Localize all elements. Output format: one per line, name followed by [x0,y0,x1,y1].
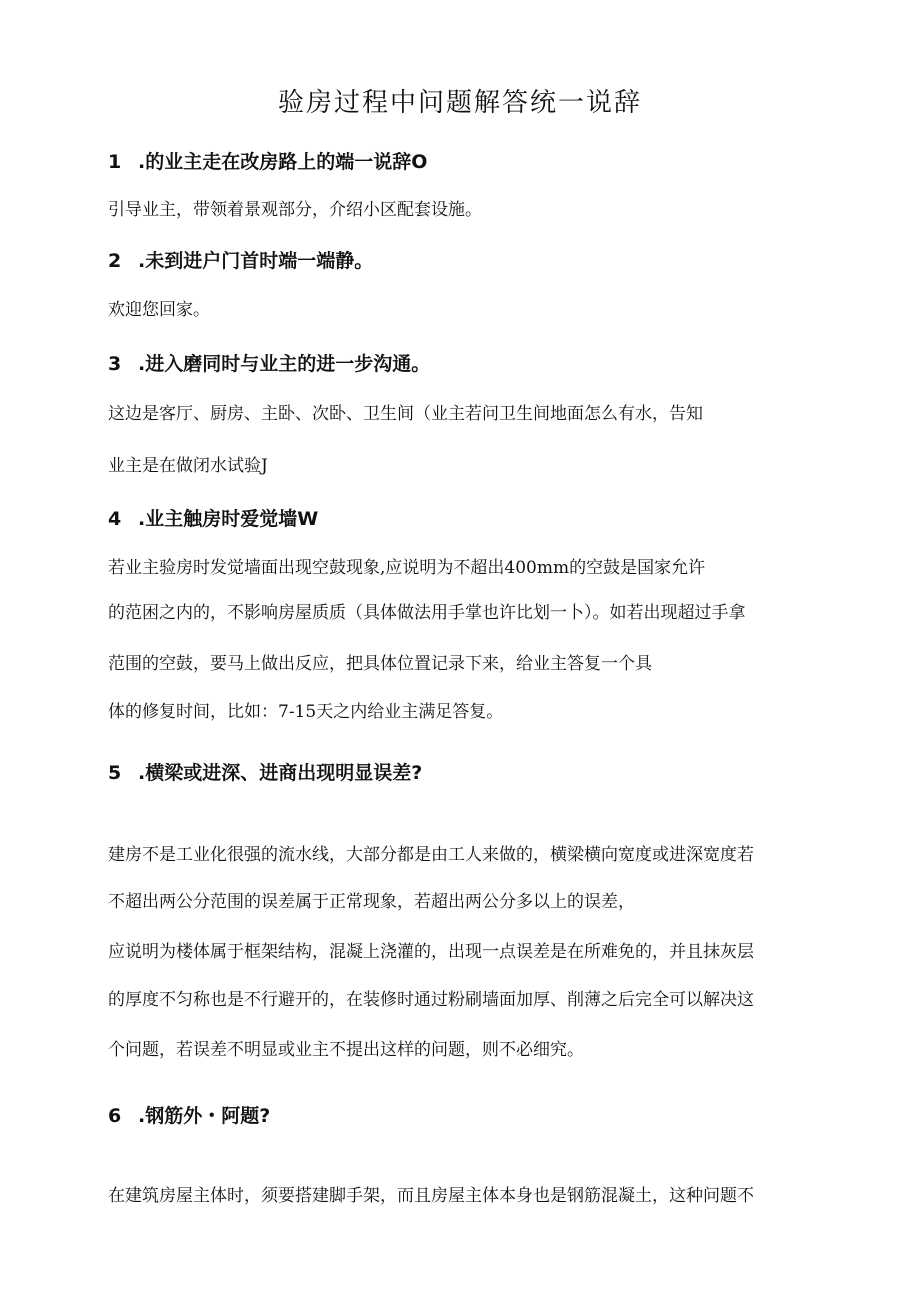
section-heading-3 [108,351,430,377]
section-5-line-1: 建房不是工业化很强的流水线，大部分都是由工人来做的，横梁横向宽度或进深宽度若 [108,845,754,865]
section-number: 1 [108,151,122,173]
section-heading-6 [108,1103,270,1129]
section-2-line-1: 欢迎您回家。 [108,300,210,320]
section-heading-text: .钢筋外・阿题? [138,1105,271,1127]
section-4-line-1: 若业主验房时发觉墙面出现空鼓现象,应说明为不超出400mm的空鼓是国家允许 [108,558,706,578]
section-5-line-2: 不超出两公分范围的误差属于正常现象，若超出两公分多以上的误差， [108,892,635,912]
section-heading-2 [108,248,373,274]
section-5-line-4: 的厚度不匀称也是不行避开的，在装修时通过粉刷墙面加厚、削薄之后完全可以解决这 [108,990,754,1010]
section-heading-1 [108,149,427,175]
section-number: 3 [108,353,122,375]
section-heading-text: .未到进户门首时端一端静。 [138,250,374,272]
section-heading-5 [108,760,422,786]
section-number: 2 [108,250,122,272]
page-title: 验房过程中问题解答统一说辞 [277,88,642,118]
section-1-line-1: 引导业主，带领着景观部分，介绍小区配套设施。 [108,200,482,220]
section-heading-text: .业主触房时爱觉墙W [138,508,319,530]
section-heading-4 [108,506,318,532]
section-4-line-2: 的范困之内的，不影响房屋质质（具体做法用手掌也许比划一卜）。如若出现超过手拿 [108,603,746,623]
section-5-line-3: 应说明为楼体属于框架结构，混凝上浇灌的，出现一点误差是在所难免的，并且抹灰层 [108,942,754,962]
section-3-line-1: 这边是客厅、厨房、主卧、次卧、卫生间（业主若问卫生间地面怎么有水，告知 [108,404,703,424]
section-number: 5 [108,762,122,784]
section-3-line-2: 业主是在做闭水试验J [108,456,268,476]
section-heading-text: .的业主走在改房路上的端一说辞O [138,151,428,173]
section-heading-text: .横梁或进深、进商出现明显误差? [138,762,423,784]
section-heading-text: .进入磨同时与业主的进一步沟通。 [138,353,431,375]
section-number: 6 [108,1105,122,1127]
section-4-line-4: 体的修复时间，比如：7-15天之内给业主满足答复。 [108,702,504,722]
section-5-line-5: 个问题，若误差不明显或业主不提出这样的问题，则不必细究。 [108,1040,584,1060]
section-4-line-3: 范围的空鼓，要马上做出反应，把具体位置记录下来，给业主答复一个具 [108,654,652,674]
section-6-line-1: 在建筑房屋主体时，须要搭建脚手架，而且房屋主体本身也是钢筋混凝土，这种问题不 [108,1186,754,1206]
section-number: 4 [108,508,122,530]
